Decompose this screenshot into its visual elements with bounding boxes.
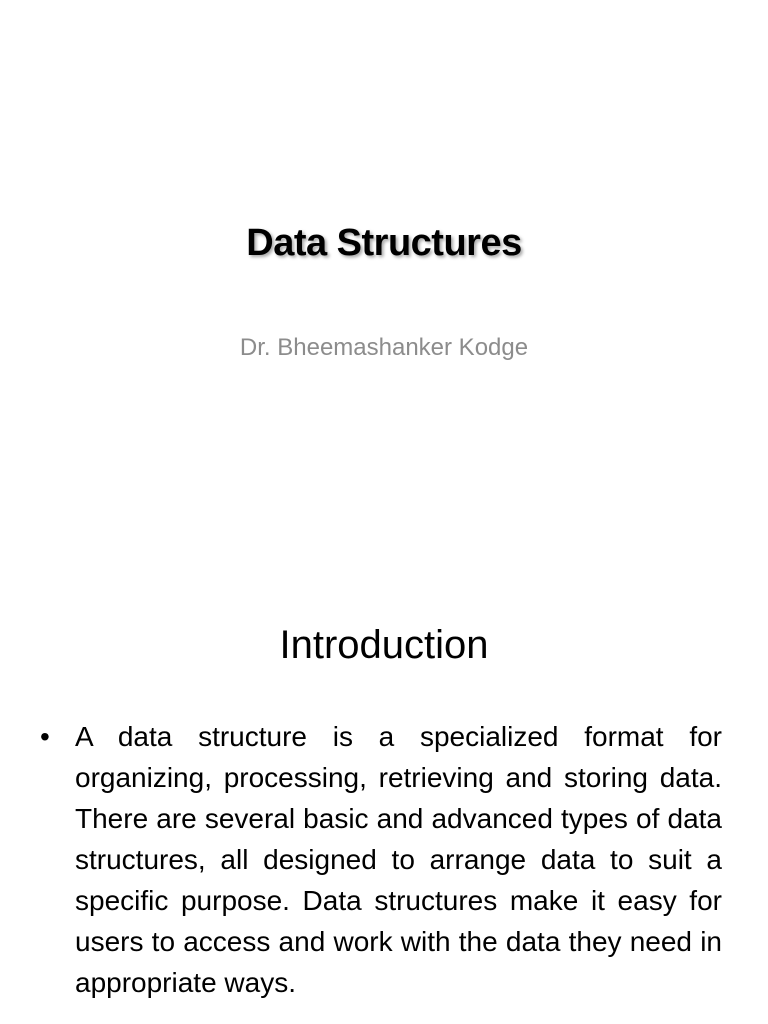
slide-heading: Introduction xyxy=(279,623,489,667)
slide-title: Data Structures xyxy=(246,222,522,264)
slide-subtitle: Dr. Bheemashanker Kodge xyxy=(239,334,529,361)
bullet-text: A data structure is a specialized format for organizing, processing, retrieving and storing data. There are several basic and advanced types of data structures, all designed to arrange data to suit a specific purpose. Data structures make it easy for users to access and work with the data they need in appropriate ways. xyxy=(75,721,722,998)
bullet-item xyxy=(40,716,722,1003)
bullet-icon: • xyxy=(40,721,50,752)
introduction-slide xyxy=(0,576,768,1024)
